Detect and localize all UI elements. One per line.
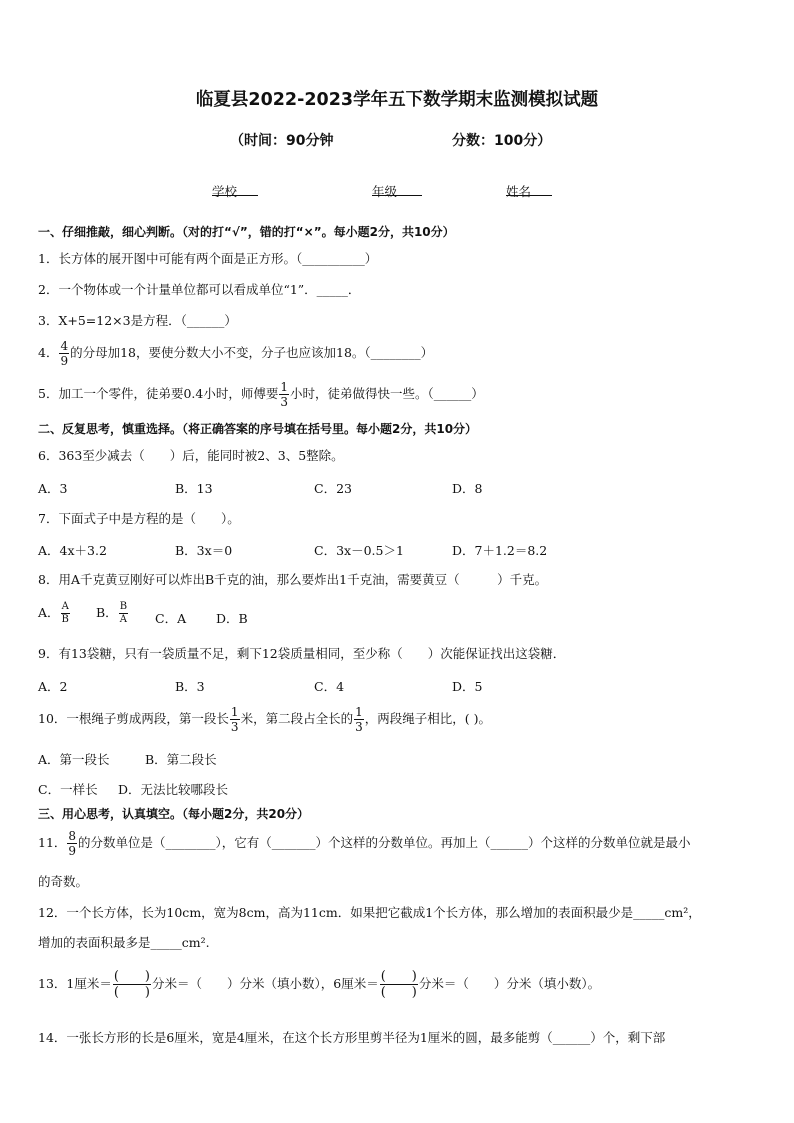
section-1-heading: 一、仔细推敲，细心判断。（对的打“√”，错的打“×”。每小题2分，共10分）: [38, 225, 455, 239]
q6-option-a[interactable]: A．3: [38, 481, 68, 496]
question-6: 6．363至少减去（ ）后，能同时被2、3、5整除。: [38, 448, 344, 463]
q10-option-d[interactable]: D．无法比较哪段长: [118, 782, 229, 797]
q8-option-d[interactable]: D．B: [216, 611, 248, 626]
total-score: 分数：100分）: [452, 133, 552, 149]
q10-option-c[interactable]: C．一样长: [38, 782, 98, 797]
question-13: 13．1厘米＝ $\frac{( )}{( )}$ 分米＝（ ）分米（填小数），6厘米＝ $\frac{( )}{( )}$ 分米＝（ ）分米（填小数）。: [38, 969, 601, 1000]
q9-option-d[interactable]: D．5: [452, 679, 483, 694]
q10-option-a[interactable]: A．第一段长: [38, 752, 110, 767]
time-limit: （时间：90分钟: [230, 133, 334, 149]
school-field[interactable]: 学校: [212, 182, 258, 199]
question-12-cont: 增加的表面积最多是_____cm².: [38, 935, 210, 950]
question-5: 5．加工一个零件，徒弟要0.4小时，师傅要 $\frac{1}{3}$ 小时，徒弟做得快一些。（______）: [38, 380, 484, 409]
q7-option-b[interactable]: B．3x＝0: [175, 543, 233, 558]
question-7: 7．下面式子中是方程的是（ ）。: [38, 511, 240, 526]
question-9: 9．有13袋糖，只有一袋质量不足，剩下12袋质量相同，至少称（ ）次能保证找出这袋糖．: [38, 646, 566, 661]
question-10: 10．一根绳子剪成两段，第一段长 $\frac{1}{3}$ 米，第二段占全长的 $\frac{1}{3}$ ，两段绳子相比，( )。: [38, 705, 491, 734]
name-field[interactable]: 姓名: [506, 182, 552, 199]
fraction: $\frac{B}{A}$: [119, 601, 128, 625]
question-3: 3．X+5=12×3是方程．（______）: [38, 313, 237, 328]
question-12: 12．一个长方体，长为10cm，宽为8cm，高为11cm．如果把它截成1个长方体，那么增加的表面积最少是_____cm²，: [38, 905, 701, 920]
question-11-cont: 的奇数。: [38, 874, 89, 889]
q7-option-d[interactable]: D．7＋1.2＝8.2: [452, 543, 548, 558]
fraction: $\frac{4}{9}$: [60, 339, 69, 368]
question-2: 2．一个物体或一个计量单位都可以看成单位“1”．_____．: [38, 282, 361, 297]
fraction: $\frac{8}{9}$: [68, 829, 77, 858]
fraction-blank[interactable]: $\frac{( )}{( )}$: [113, 969, 151, 1000]
question-14: 14．一张长方形的长是6厘米，宽是4厘米，在这个长方形里剪半径为1厘米的圆，最多能剪（______）个，剩下部: [38, 1030, 666, 1045]
q9-option-b[interactable]: B．3: [175, 679, 205, 694]
fraction: $\frac{1}{3}$: [230, 705, 239, 734]
page-title: 临夏县2022-2023学年五下数学期末监测模拟试题: [195, 90, 599, 110]
q8-option-b[interactable]: B． $\frac{B}{A}$: [96, 601, 128, 625]
q9-option-a[interactable]: A．2: [38, 679, 68, 694]
q7-option-c[interactable]: C．3x－0.5＞1: [314, 543, 404, 558]
q10-option-b[interactable]: B．第二段长: [145, 752, 217, 767]
question-8: 8．用A千克黄豆刚好可以炸出B千克的油，那么要炸出1千克油，需要黄豆（ ）千克。: [38, 572, 548, 587]
q8-option-c[interactable]: C．A: [155, 611, 187, 626]
fraction-blank[interactable]: $\frac{( )}{( )}$: [380, 969, 417, 1000]
q7-option-a[interactable]: A．4x＋3.2: [38, 543, 107, 558]
section-3-heading: 三、用心思考，认真填空。（每小题2分，共20分）: [38, 807, 310, 821]
q6-option-d[interactable]: D．8: [452, 481, 483, 496]
fraction: $\frac{1}{3}$: [280, 380, 288, 409]
fraction: $\frac{1}{3}$: [355, 705, 363, 734]
q6-option-b[interactable]: B．13: [175, 481, 213, 496]
question-11: 11． $\frac{8}{9}$ 的分数单位是（________），它有（_______）个这样的分数单位。再加上（______）个这样的分数单位就是最小: [38, 829, 691, 858]
q8-option-a[interactable]: A． $\frac{A}{B}$: [38, 601, 69, 625]
question-1: 1．长方体的展开图中可能有两个面是正方形。（__________）: [38, 251, 378, 266]
q9-option-c[interactable]: C．4: [314, 679, 345, 694]
grade-field[interactable]: 年级: [372, 182, 422, 199]
question-4: 4． $\frac{4}{9}$ 的分母加18，要使分数大小不变，分子也应该加18。（________）: [38, 339, 434, 368]
fraction: $\frac{A}{B}$: [61, 601, 69, 625]
q6-option-c[interactable]: C．23: [314, 481, 352, 496]
section-2-heading: 二、反复思考，慎重选择。（将正确答案的序号填在括号里。每小题2分，共10分）: [38, 422, 478, 436]
